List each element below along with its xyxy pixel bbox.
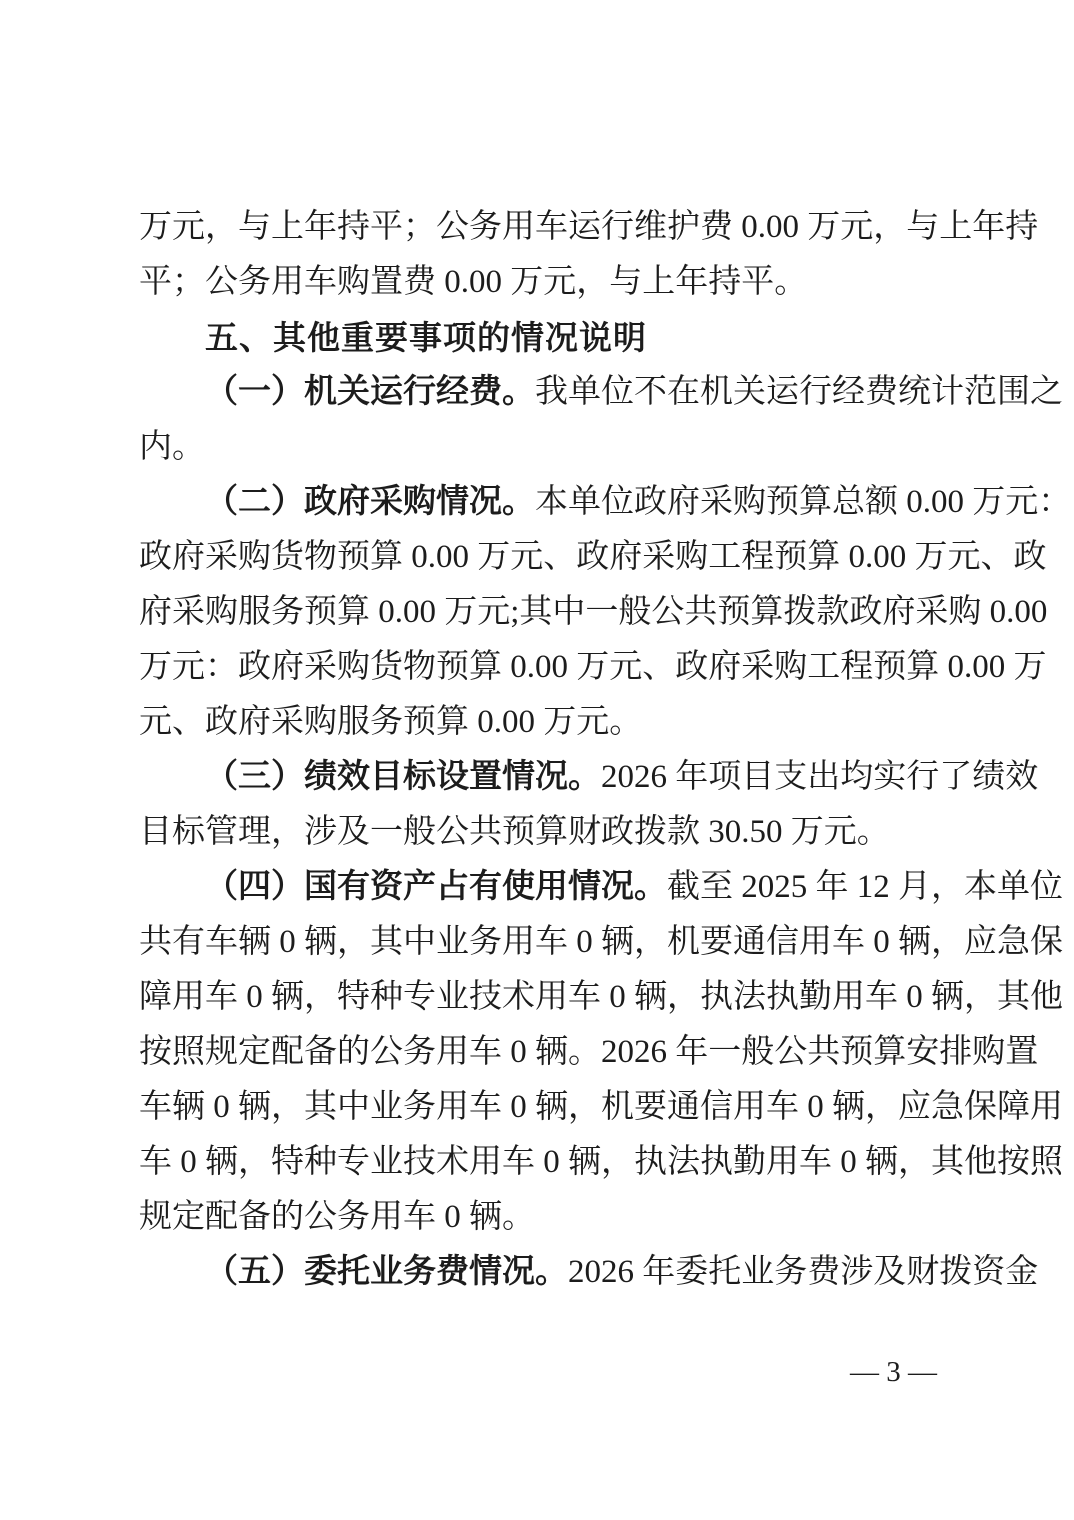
text-line [139,1080,1063,1135]
body-text: 截至 2025 年 12 月，本单位 [667,869,1063,905]
text-line [139,255,935,310]
body-text: 2026 年委托业务费涉及财拨资金 [568,1254,1039,1290]
text-line [139,200,1039,255]
document-body [139,200,1072,1300]
body-text: 万元，与上年持平；公务用车运行维护费 0.00 万元，与上年持 [139,209,1039,245]
text-line [139,475,1072,530]
text-line [139,640,1047,695]
body-text: 目标管理，涉及一般公共预算财政拨款 30.50 万元。 [139,814,890,850]
emphasis-text: （三）绩效目标设置情况。 [205,759,601,795]
body-text: 按照规定配备的公务用车 0 辆。2026 年一般公共预算安排购置 [139,1034,1039,1070]
body-text: 规定配备的公务用车 0 辆。 [139,1199,535,1235]
body-text: 万元：政府采购货物预算 0.00 万元、政府采购工程预算 0.00 万 [139,649,1047,685]
text-line [139,915,1063,970]
body-text: 内。 [139,429,205,465]
text-line [139,1190,935,1245]
text-line [139,530,1047,585]
page-number: — 3 — [850,1356,937,1388]
text-line [139,1245,1039,1300]
body-text: 政府采购货物预算 0.00 万元、政府采购工程预算 0.00 万元、政 [139,539,1047,575]
text-line [139,805,935,860]
emphasis-text: 五、其他重要事项的情况说明 [205,319,647,356]
text-line [139,970,1063,1025]
body-text: 平；公务用车购置费 0.00 万元，与上年持平。 [139,264,808,300]
body-text: 府采购服务预算 0.00 万元;其中一般公共预算拨款政府采购 0.00 [139,594,1048,630]
body-text: 元、政府采购服务预算 0.00 万元。 [139,704,643,740]
text-line [139,860,1063,915]
text-line [139,1135,1063,1190]
body-text: 本单位政府采购预算总额 0.00 万元： [535,484,1072,520]
text-line [139,695,935,750]
text-line [139,750,1039,805]
text-line [139,365,1063,420]
text-line [139,420,935,475]
body-text: 车辆 0 辆，其中业务用车 0 辆，机要通信用车 0 辆，应急保障用 [139,1089,1063,1125]
body-text: 2026 年项目支出均实行了绩效 [601,759,1039,795]
body-text: 共有车辆 0 辆，其中业务用车 0 辆，机要通信用车 0 辆，应急保 [139,924,1063,960]
body-text: 我单位不在机关运行经费统计范围之 [535,374,1063,410]
emphasis-text: （四）国有资产占有使用情况。 [205,869,667,905]
emphasis-text: （五）委托业务费情况。 [205,1254,568,1290]
section-heading [139,310,935,365]
text-line [139,1025,1039,1080]
emphasis-text: （二）政府采购情况。 [205,484,535,520]
body-text: 车 0 辆，特种专业技术用车 0 辆，执法执勤用车 0 辆，其他按照 [139,1144,1063,1180]
text-line [139,585,1048,640]
emphasis-text: （一）机关运行经费。 [205,374,535,410]
body-text: 障用车 0 辆，特种专业技术用车 0 辆，执法执勤用车 0 辆，其他 [139,979,1063,1015]
